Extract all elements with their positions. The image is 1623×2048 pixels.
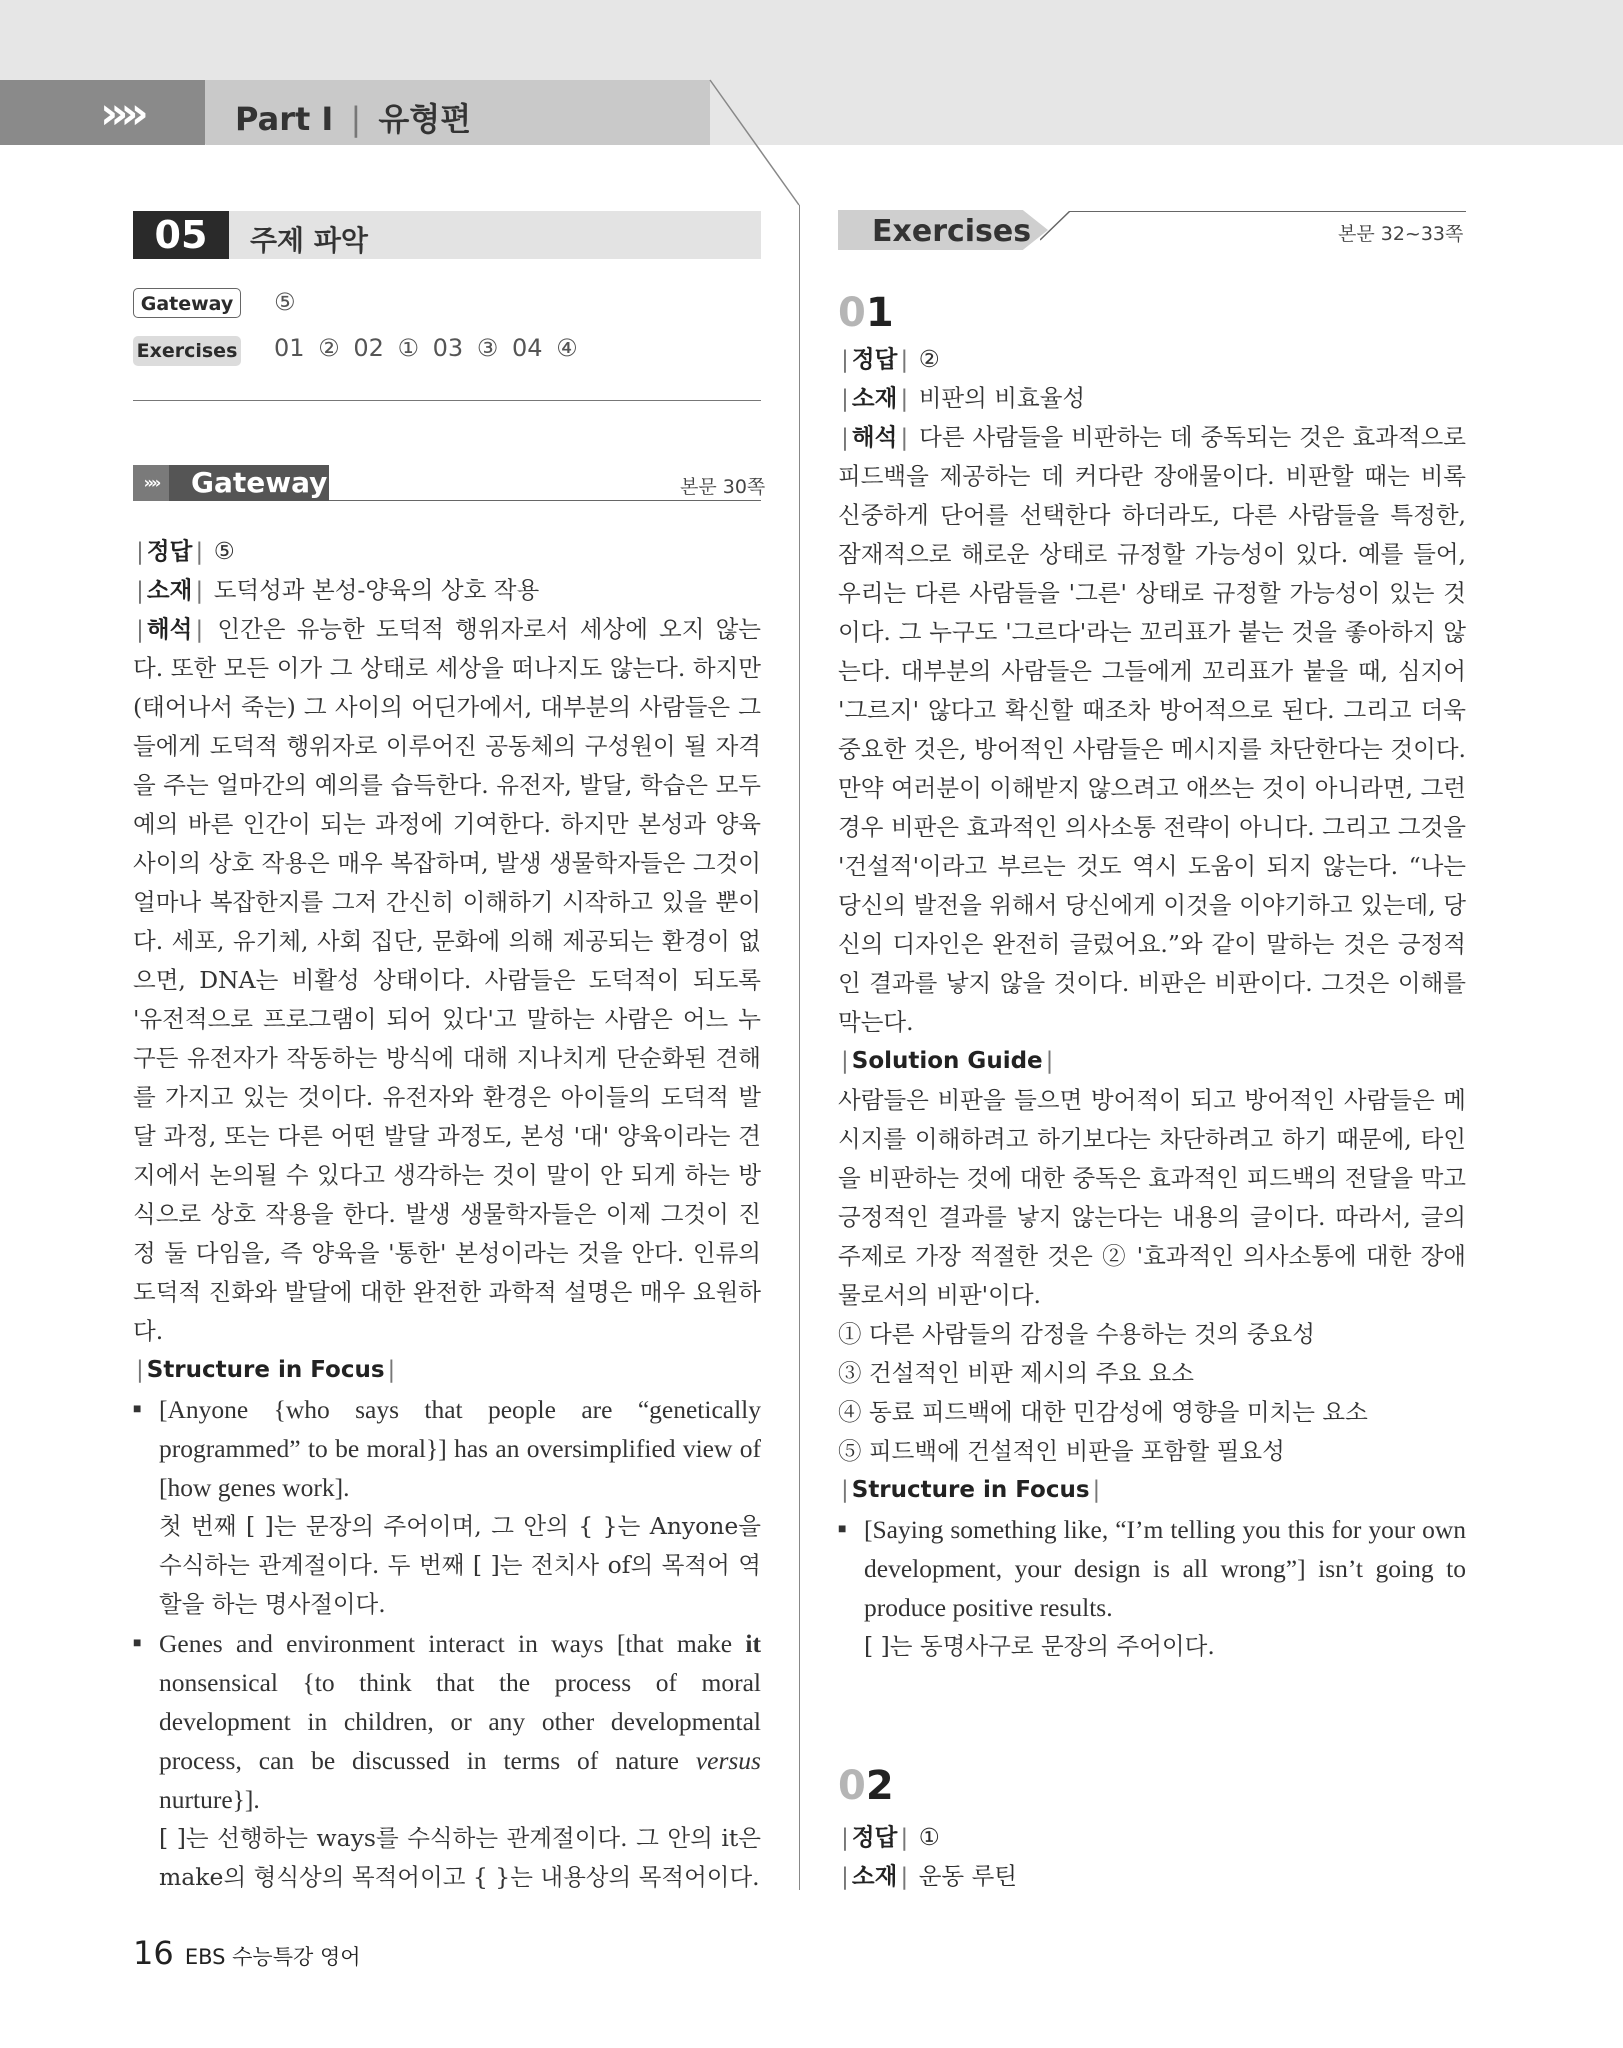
- part-label: Part Ⅰ: [235, 100, 334, 138]
- book-title: EBS 수능특강 영어: [184, 1945, 361, 1969]
- exercises-answers: 01 ② 02 ① 03 ③ 04 ④: [274, 334, 578, 362]
- q1-answer: ②: [918, 345, 940, 373]
- structure-heading: | Structure in Focus |: [136, 1357, 396, 1383]
- chevron-icon: »»: [133, 465, 169, 501]
- translation-label: 해석: [146, 615, 193, 643]
- gateway-topic-line: | 소재 | 도덕성과 본성-양육의 상호 작용: [136, 576, 540, 604]
- q1-translation-text: 다른 사람들을 비판하는 데 중독되는 것은 효과적으로 피드백을 제공하는 데 커다란 장애물이다. 비판할 때는 비록 신중하게 단어를 선택한다 하더라도, 다른 사람들을 특정한, 잠재적으로 해로운 상태로 규정할 가능성이 있다. 예를 들어, 우리는 다른 사람들을 '그른' 상태로 규정할 가능성이 있는 것이다. 그 누구도 '그르다'라는 꼬리표가 붙는 것을 좋아하지 않는다. 대부분의 사람들은 그들에게 꼬리표가 붙을 때, 심지어 '그르지' 않다고 확신할 때조차 방어적으로 된다. 그리고 더욱 중요한 것은, 방어적인 사람들은 메시지를 차단한다는 것이다. 만약 여러분이 이해받지 않으려고 애쓰는 것이 아니라면, 그런 경우 비판은 효과적인 의사소통 전략이 아니다. 그리고 그것을 '건설적'이라고 부르는 것도 역시 도움이 되지 않는다. “나는 당신의 발전을 위해서 당신에게 이것을 이야기하고 있는데, 당신의 디자인은 완전히 글렀어요.”와 같이 말하는 것은 긍정적인 결과를 낳지 않을 것이다. 비판은 비판이다. 그것은 이해를 막는다.: [838, 423, 1466, 1036]
- solution-guide-heading: | Solution Guide |: [841, 1048, 1054, 1074]
- structure-note-1: 첫 번째 [ ]는 문장의 주어이며, 그 안의 { }는 Anyone을 수식하는 관계절이다. 두 번째 [ ]는 전치사 of의 목적어 역할을 하는 명사절이다.: [159, 1512, 761, 1618]
- footer: [133, 1934, 361, 1972]
- q1-translation: | 해석 | 다른 사람들을 비판하는 데 중독되는 것은 효과적으로 피드백을 제공하는 데 커다란 장애물이다. 비판할 때는 비록 신중하게 단어를 선택한다 하더라도, 다른 사람들을 특정한, 잠재적으로 해로운 상태로 규정할 가능성이 있다. 예를 들어, 우리는 다른 사람들을 '그른' 상태로 규정할 가능성이 있는 것이다. 그 누구도 '그르다'라는 꼬리표가 붙는 것을 좋아하지 않는다. 대부분의 사람들은 그들에게 꼬리표가 붙을 때, 심지어 '그르지' 않다고 확신할 때조차 방어적으로 된다. 그리고 더욱 중요한 것은, 방어적인 사람들은 메시지를 차단한다는 것이다. 만약 여러분이 이해받지 않으려고 애쓰는 것이 아니라면, 그런 경우 비판은 효과적인 의사소통 전략이 아니다. 그리고 그것을 '건설적'이라고 부르는 것도 역시 도움이 되지 않는다. “나는 당신의 발전을 위해서 당신에게 이것을 이야기하고 있는데, 당신의 디자인은 완전히 글렀어요.”와 같이 말하는 것은 긍정적인 결과를 낳지 않을 것이다. 비판은 비판이다. 그것은 이해를 막는다.: [838, 423, 1466, 1036]
- gateway-heading-rule: [329, 500, 761, 501]
- q1-structure-sentence: ■ [Saying something like, “I’m telling you this for your own development, your design is all wrong”] isn’t going to produce positive results.: [838, 1510, 1466, 1627]
- topic-label: 소재: [146, 576, 193, 604]
- q1-topic-line: | 소재 | 비판의 비효율성: [841, 384, 1086, 412]
- section-number: 05: [133, 211, 229, 259]
- solution-guide-text: 사람들은 비판을 들으면 방어적이 되고 방어적인 사람들은 메시지를 이해하려고 하기보다는 차단하려고 하기 때문에, 타인을 비판하는 것에 대한 중독은 효과적인 피드백의 전달을 막고 긍정적인 결과를 낳지 않는다는 내용의 글이다. 따라서, 글의 주제로 가장 적절한 것은 ② '효과적인 의사소통에 대한 장애물로서의 비판'이다.: [838, 1086, 1466, 1309]
- answer-value: ⑤: [213, 537, 235, 565]
- q1-option-4: ④ 동료 피드백에 대한 민감성에 영향을 미치는 요소: [838, 1398, 1368, 1426]
- q1-structure-note: [ ]는 동명사구로 문장의 주어이다.: [864, 1632, 1215, 1660]
- column-divider: [799, 205, 800, 1890]
- gateway-heading: Gateway: [169, 465, 329, 501]
- divider: [133, 400, 761, 401]
- gateway-answer: ⑤: [274, 288, 296, 316]
- q2-answer-line: | 정답 | ①: [841, 1823, 940, 1851]
- chevrons-icon: »»: [100, 88, 141, 139]
- gateway-page-ref: 본문 30쪽: [680, 476, 766, 498]
- question-number-1: 01: [838, 290, 894, 336]
- q1-answer-line: | 정답 | ②: [841, 345, 940, 373]
- q2-topic: 운동 루틴: [918, 1862, 1018, 1890]
- gateway-answer-line: | 정답 | ⑤: [136, 537, 235, 565]
- section-title: 주제 파악: [250, 224, 368, 257]
- gateway-body: [133, 532, 761, 1897]
- q1-structure-heading: | Structure in Focus |: [841, 1477, 1101, 1503]
- translation-text: 인간은 유능한 도덕적 행위자로서 세상에 오지 않는다. 또한 모든 이가 그 상태로 세상을 떠나지도 않는다. 하지만 (태어나서 죽는) 그 사이의 어딘가에서, 대부분의 사람들은 그들에게 도덕적 행위자로 이루어진 공동체의 구성원이 될 자격을 주는 얼마간의 예의를 습득한다. 유전자, 발달, 학습은 모두 예의 바른 인간이 되는 과정에 기여한다. 하지만 본성과 양육 사이의 상호 작용은 매우 복잡하며, 발생 생물학자들은 그것이 얼마나 복잡한지를 그저 간신히 이해하기 시작하고 있을 뿐이다. 세포, 유기체, 사회 집단, 문화에 의해 제공되는 환경이 없으면, DNA는 비활성 상태이다. 사람들은 도덕적이 되도록 '유전적으로 프로그램이 되어 있다'고 말하는 사람은 어느 누구든 유전자가 작동하는 방식에 대해 지나치게 단순화된 견해를 가지고 있는 것이다. 유전자와 환경은 아이들의 도덕적 발달 과정, 또는 다른 어떤 발달 과정도, 본성 '대' 양육이라는 견지에서 논의될 수 있다고 생각하는 것이 말이 안 되게 하는 방식으로 상호 작용을 한다. 발생 생물학자들은 이제 그것이 진정 둘 다임을, 즉 양육을 '통한' 본성이라는 것을 안다. 인류의 도덕적 진화와 발달에 대한 완전한 과학적 설명은 매우 요원하다.: [133, 615, 761, 1345]
- structure-note-2: [ ]는 선행하는 ways를 수식하는 관계절이다. 그 안의 it은 make의 형식상의 목적어이고 { }는 내용상의 목적어이다.: [159, 1824, 761, 1891]
- structure-sentence-2: ■ Genes and environment interact in ways [that make it nonsensical {to think that the process of moral development in children, or any other developmental process, can be discussed in terms of nature versus nurture}].: [133, 1624, 761, 1819]
- q1-option-1: ① 다른 사람들의 감정을 수용하는 것의 중요성: [838, 1320, 1315, 1348]
- q1-option-3: ③ 건설적인 비판 제시의 주요 요소: [838, 1359, 1194, 1387]
- exercises-heading: Exercises: [872, 214, 1032, 249]
- exercises-heading-line: [1040, 211, 1080, 241]
- q1-topic: 비판의 비효율성: [918, 384, 1086, 412]
- gateway-answer-label: Gateway: [133, 288, 241, 318]
- answer-label: 정답: [146, 537, 193, 565]
- section-type: 유형편: [378, 100, 472, 138]
- exercise-1-body: [838, 340, 1466, 1666]
- q2-answer: ①: [918, 1823, 940, 1851]
- exercises-heading-rule: [1070, 211, 1466, 212]
- question-number-2: 02: [838, 1763, 894, 1809]
- structure-sentence-1: ■ [Anyone {who says that people are “genetically programmed” to be moral}] has an oversimplified view of [how genes work].: [133, 1390, 761, 1507]
- q2-topic-line: | 소재 | 운동 루틴: [841, 1862, 1018, 1890]
- part-title: [235, 94, 471, 140]
- exercises-answer-label: Exercises: [133, 336, 241, 366]
- q1-option-5: ⑤ 피드백에 건설적인 비판을 포함할 필요성: [838, 1437, 1285, 1465]
- exercise-2-body: [838, 1818, 1466, 1896]
- topic-value: 도덕성과 본성-양육의 상호 작용: [213, 576, 540, 604]
- exercises-page-ref: 본문 32~33쪽: [1338, 223, 1464, 245]
- part-separator: |: [350, 100, 362, 138]
- page-number: 16: [133, 1934, 174, 1972]
- gateway-translation: | 해석 | 인간은 유능한 도덕적 행위자로서 세상에 오지 않는다. 또한 모든 이가 그 상태로 세상을 떠나지도 않는다. 하지만 (태어나서 죽는) 그 사이의 어딘가에서, 대부분의 사람들은 그들에게 도덕적 행위자로 이루어진 공동체의 구성원이 될 자격을 주는 얼마간의 예의를 습득한다. 유전자, 발달, 학습은 모두 예의 바른 인간이 되는 과정에 기여한다. 하지만 본성과 양육 사이의 상호 작용은 매우 복잡하며, 발생 생물학자들은 그것이 얼마나 복잡한지를 그저 간신히 이해하기 시작하고 있을 뿐이다. 세포, 유기체, 사회 집단, 문화에 의해 제공되는 환경이 없으면, DNA는 비활성 상태이다. 사람들은 도덕적이 되도록 '유전적으로 프로그램이 되어 있다'고 말하는 사람은 어느 누구든 유전자가 작동하는 방식에 대해 지나치게 단순화된 견해를 가지고 있는 것이다. 유전자와 환경은 아이들의 도덕적 발달 과정, 또는 다른 어떤 발달 과정도, 본성 '대' 양육이라는 견지에서 논의될 수 있다고 생각하는 것이 말이 안 되게 하는 방식으로 상호 작용을 한다. 발생 생물학자들은 이제 그것이 진정 둘 다임을, 즉 양육을 '통한' 본성이라는 것을 안다. 인류의 도덕적 진화와 발달에 대한 완전한 과학적 설명은 매우 요원하다.: [133, 615, 761, 1345]
